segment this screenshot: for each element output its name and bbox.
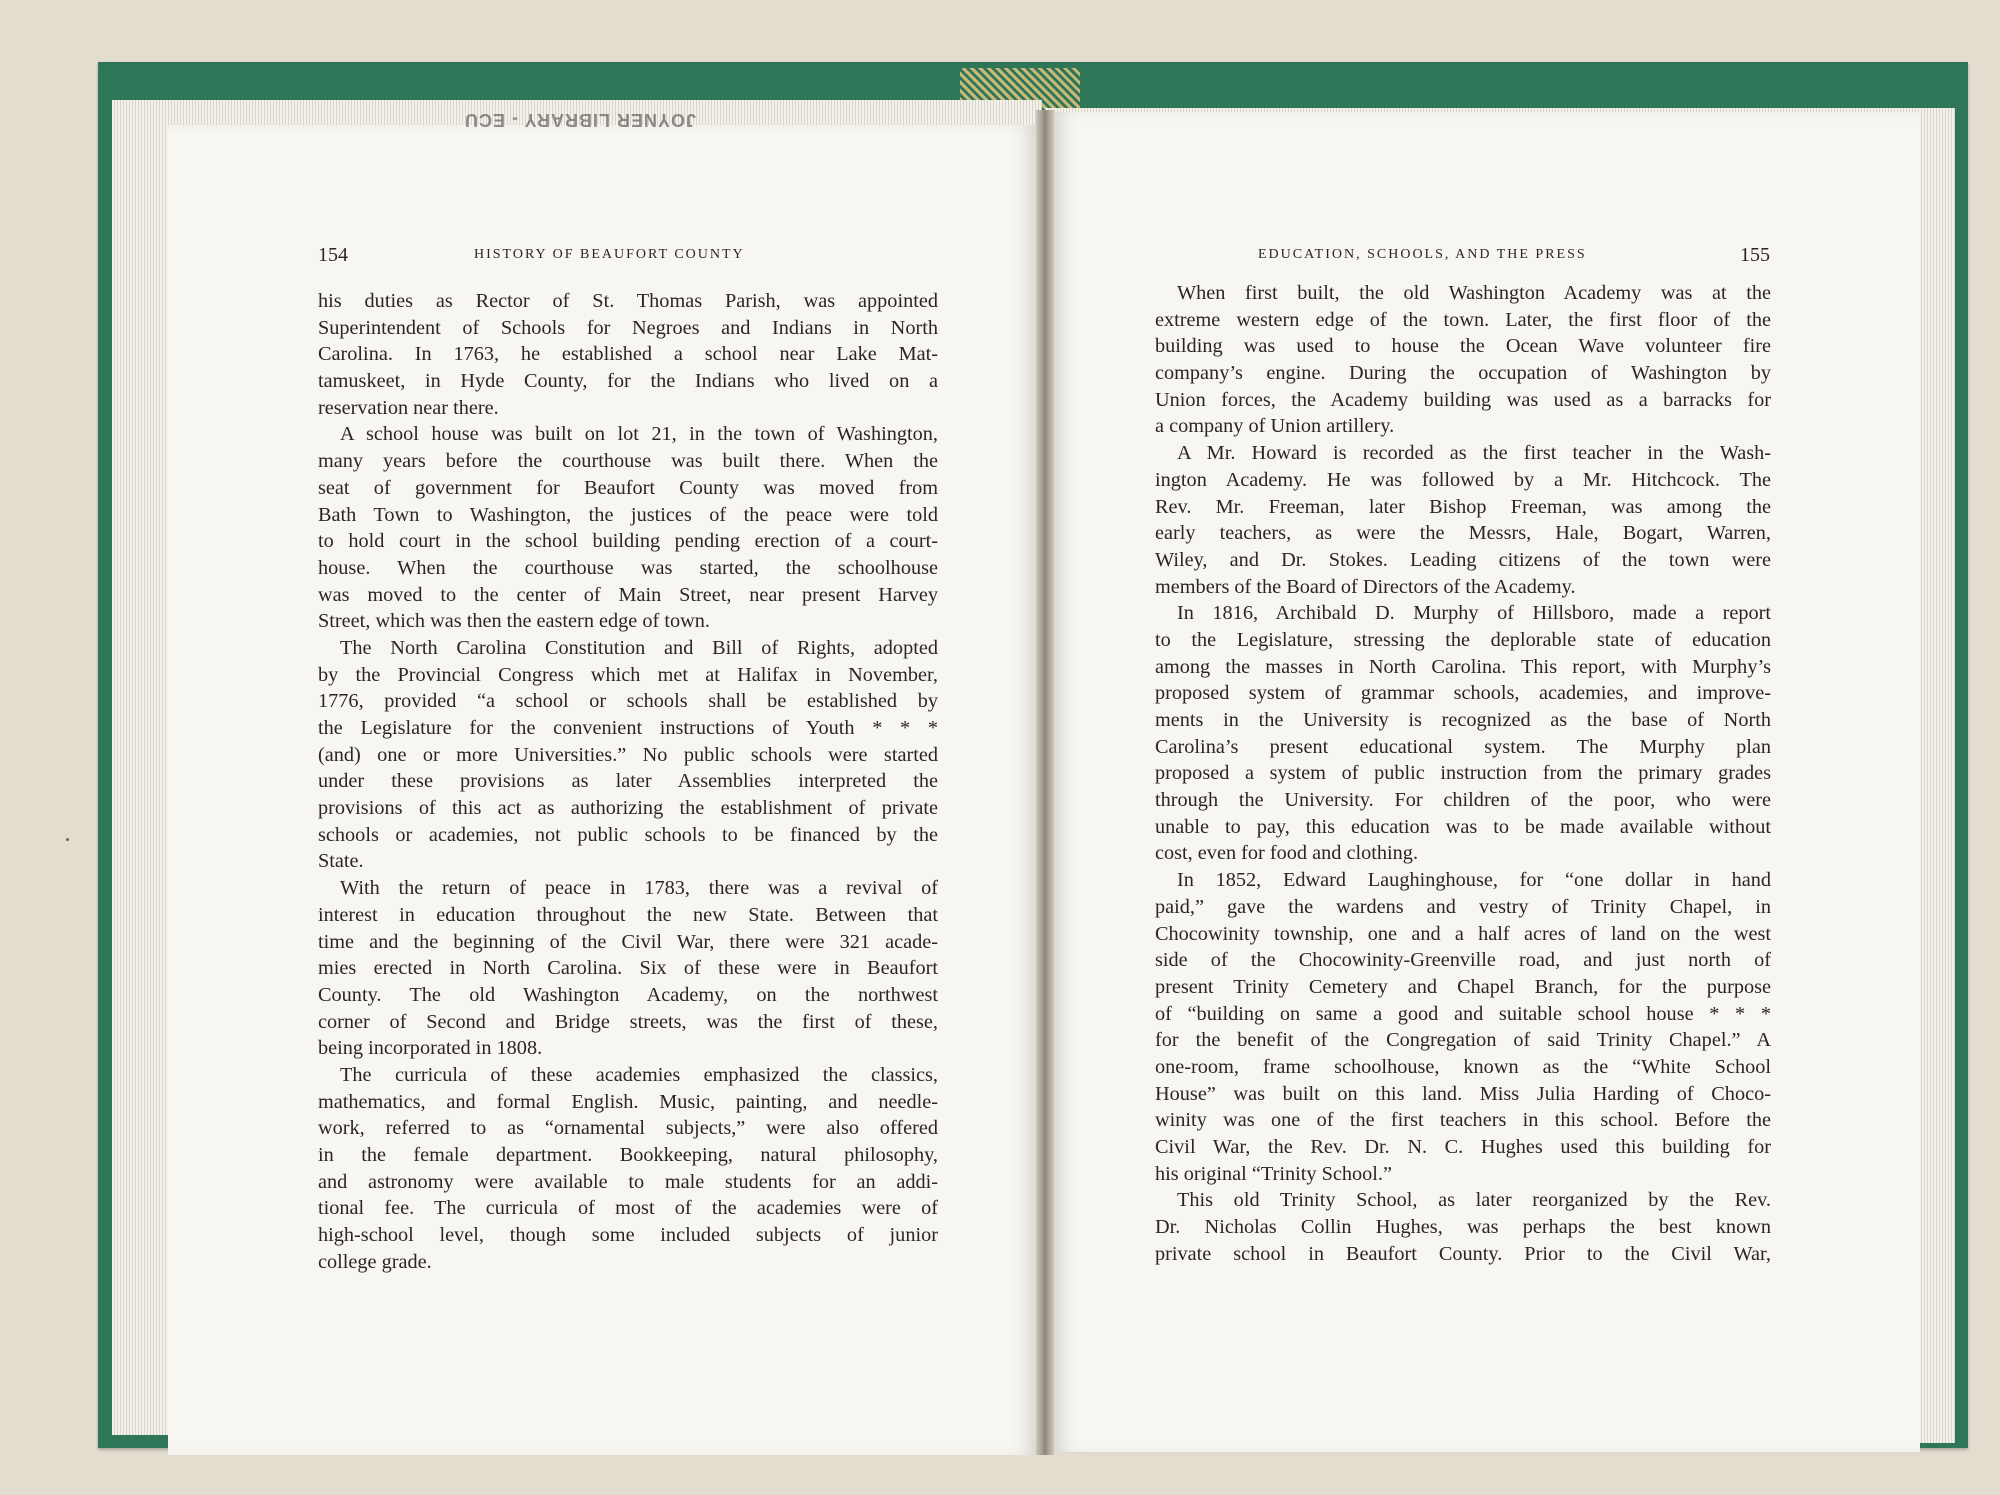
text-line: A Mr. Howard is recorded as the first teacher in the Wash- xyxy=(1177,442,1771,465)
text-line: In 1816, Archibald D. Murphy of Hillsboro, made a report xyxy=(1177,602,1771,625)
text-line: was moved to the center of Main Street, near present Harvey xyxy=(318,583,938,606)
text-line: unable to pay, this education was to be made available without xyxy=(1155,815,1771,838)
left-page-number: 154 xyxy=(318,244,348,266)
text-line: work, referred to as “ornamental subjects,” were also offered xyxy=(318,1117,938,1140)
text-line: Dr. Nicholas Collin Hughes, was perhaps the best known xyxy=(1155,1216,1771,1239)
book-cover-edge xyxy=(1075,80,1968,110)
text-line: for the benefit of the Congregation of said Trinity Chapel.” A xyxy=(1155,1029,1771,1052)
left-page-body xyxy=(318,288,938,1275)
text-line: Chocowinity township, one and a half acres of land on the west xyxy=(1155,922,1771,945)
right-page-number: 155 xyxy=(1740,244,1770,266)
text-line: House” was built on this land. Miss Julia Harding of Choco- xyxy=(1155,1082,1771,1105)
text-line: his duties as Rector of St. Thomas Parish, was appointed xyxy=(318,290,938,312)
text-line: tional fee. The curricula of most of the academies were of xyxy=(318,1197,938,1220)
text-line: time and the beginning of the Civil War, there were 321 acade- xyxy=(318,930,938,953)
text-line: This old Trinity School, as later reorganized by the Rev. xyxy=(1177,1189,1771,1212)
text-line: corner of Second and Bridge streets, was the first of these, xyxy=(318,1010,938,1033)
text-line: to hold court in the school building pending erection of a court- xyxy=(318,530,938,553)
text-line: ington Academy. He was followed by a Mr. Hitchcock. The xyxy=(1155,468,1771,491)
text-line: 1776, provided “a school or schools shall be established by xyxy=(318,690,938,713)
text-line: paid,” gave the wardens and vestry of Trinity Chapel, in xyxy=(1155,895,1771,918)
text-line: Carolina’s present educational system. The Murphy plan xyxy=(1155,735,1771,758)
text-line: tamuskeet, in Hyde County, for the Indians who lived on a xyxy=(318,370,938,393)
text-line: his original “Trinity School.” xyxy=(1155,1162,1392,1185)
text-line: With the return of peace in 1783, there was a revival of xyxy=(340,877,938,900)
text-line: Civil War, the Rev. Dr. N. C. Hughes used this building for xyxy=(1155,1136,1771,1158)
text-line: Bath Town to Washington, the justices of the peace were told xyxy=(318,503,938,526)
text-line: company’s engine. During the occupation of Washington by xyxy=(1155,362,1771,385)
text-line: extreme western edge of the town. Later, the first floor of the xyxy=(1155,308,1771,331)
text-line: one-room, frame schoolhouse, known as the “White School xyxy=(1155,1055,1771,1078)
text-line: State. xyxy=(318,850,364,873)
left-running-head: HISTORY OF BEAUFORT COUNTY xyxy=(474,247,745,262)
right-page-header xyxy=(1258,240,1770,270)
text-line: Union forces, the Academy building was used as a barracks for xyxy=(1155,388,1771,411)
text-line: through the University. For children of the poor, who were xyxy=(1155,789,1771,812)
text-line: cost, even for food and clothing. xyxy=(1155,842,1419,865)
text-line: under these provisions as later Assemblies interpreted the xyxy=(318,770,938,793)
text-line: reservation near there. xyxy=(318,396,499,419)
text-line: seat of government for Beaufort County was moved from xyxy=(318,476,938,499)
text-line: building was used to house the Ocean Wave volunteer fire xyxy=(1155,335,1771,358)
text-line: among the masses in North Carolina. This report, with Murphy’s xyxy=(1155,655,1771,678)
text-line: A school house was built on lot 21, in the town of Washington, xyxy=(340,423,938,446)
text-line: schools or academies, not public schools to be financed by the xyxy=(318,823,938,846)
text-line: Superintendent of Schools for Negroes and Indians in North xyxy=(318,316,938,339)
book-gutter xyxy=(1036,110,1054,1455)
text-line: mies erected in North Carolina. Six of these were in Beaufort xyxy=(318,957,938,980)
text-line: early teachers, as were the Messrs, Hale, Bogart, Warren, xyxy=(1155,522,1771,545)
right-running-head: EDUCATION, SCHOOLS, AND THE PRESS xyxy=(1258,247,1587,262)
text-line: many years before the courthouse was built there. When the xyxy=(318,450,938,473)
text-line: interest in education throughout the new State. Between that xyxy=(318,903,938,926)
text-line: The curricula of these academies emphasized the classics, xyxy=(340,1063,938,1086)
text-line: and astronomy were available to male students for an addi- xyxy=(318,1170,938,1193)
text-line: Rev. Mr. Freeman, later Bishop Freeman, was among the xyxy=(1155,495,1771,518)
right-page-body xyxy=(1155,280,1771,1267)
text-line: When first built, the old Washington Academy was at the xyxy=(1177,282,1771,304)
library-stamp: JOYNER LIBRARY - ECU xyxy=(463,110,697,130)
text-line: being incorporated in 1808. xyxy=(318,1037,543,1060)
text-line: The North Carolina Constitution and Bill of Rights, adopted xyxy=(340,636,938,659)
text-line: side of the Chocowinity-Greenville road, and just north of xyxy=(1155,949,1771,972)
text-line: provisions of this act as authorizing the establishment of private xyxy=(318,797,938,820)
text-line: high-school level, though some included subjects of junior xyxy=(318,1224,938,1247)
text-line: to the Legislature, stressing the deplorable state of education xyxy=(1155,628,1771,651)
text-line: Carolina. In 1763, he established a school near Lake Mat- xyxy=(318,343,938,366)
text-line: in the female department. Bookkeeping, natural philosophy, xyxy=(318,1144,938,1166)
text-line: by the Provincial Congress which met at Halifax in November, xyxy=(318,663,938,686)
text-line: members of the Board of Directors of the Academy. xyxy=(1155,575,1576,598)
text-line: a company of Union artillery. xyxy=(1155,415,1395,438)
text-line: mathematics, and formal English. Music, painting, and needle- xyxy=(318,1090,938,1113)
text-line: present Trinity Cemetery and Chapel Branch, for the purpose xyxy=(1155,975,1771,998)
text-line: Wiley, and Dr. Stokes. Leading citizens of the town were xyxy=(1155,548,1771,571)
text-line: of “building on same a good and suitable school house * * * xyxy=(1155,1002,1771,1025)
text-line: winity was one of the first teachers in this school. Before the xyxy=(1155,1109,1771,1132)
text-line: In 1852, Edward Laughinghouse, for “one dollar in hand xyxy=(1177,869,1771,892)
text-line: proposed a system of public instruction from the primary grades xyxy=(1155,762,1771,785)
text-line: proposed system of grammar schools, academies, and improve- xyxy=(1155,682,1771,705)
text-line: (and) one or more Universities.” No public schools were started xyxy=(318,743,938,766)
text-line: private school in Beaufort County. Prior to the Civil War, xyxy=(1155,1242,1771,1265)
left-page-header xyxy=(318,240,938,270)
text-line: the Legislature for the convenient instructions of Youth * * * xyxy=(318,717,938,739)
scan-speck xyxy=(66,838,69,841)
text-line: Street, which was then the eastern edge of town. xyxy=(318,610,710,633)
text-line: County. The old Washington Academy, on the northwest xyxy=(318,983,938,1006)
text-line: college grade. xyxy=(318,1250,432,1273)
text-line: ments in the University is recognized as the base of North xyxy=(1155,709,1771,731)
text-line: house. When the courthouse was started, the schoolhouse xyxy=(318,556,938,579)
